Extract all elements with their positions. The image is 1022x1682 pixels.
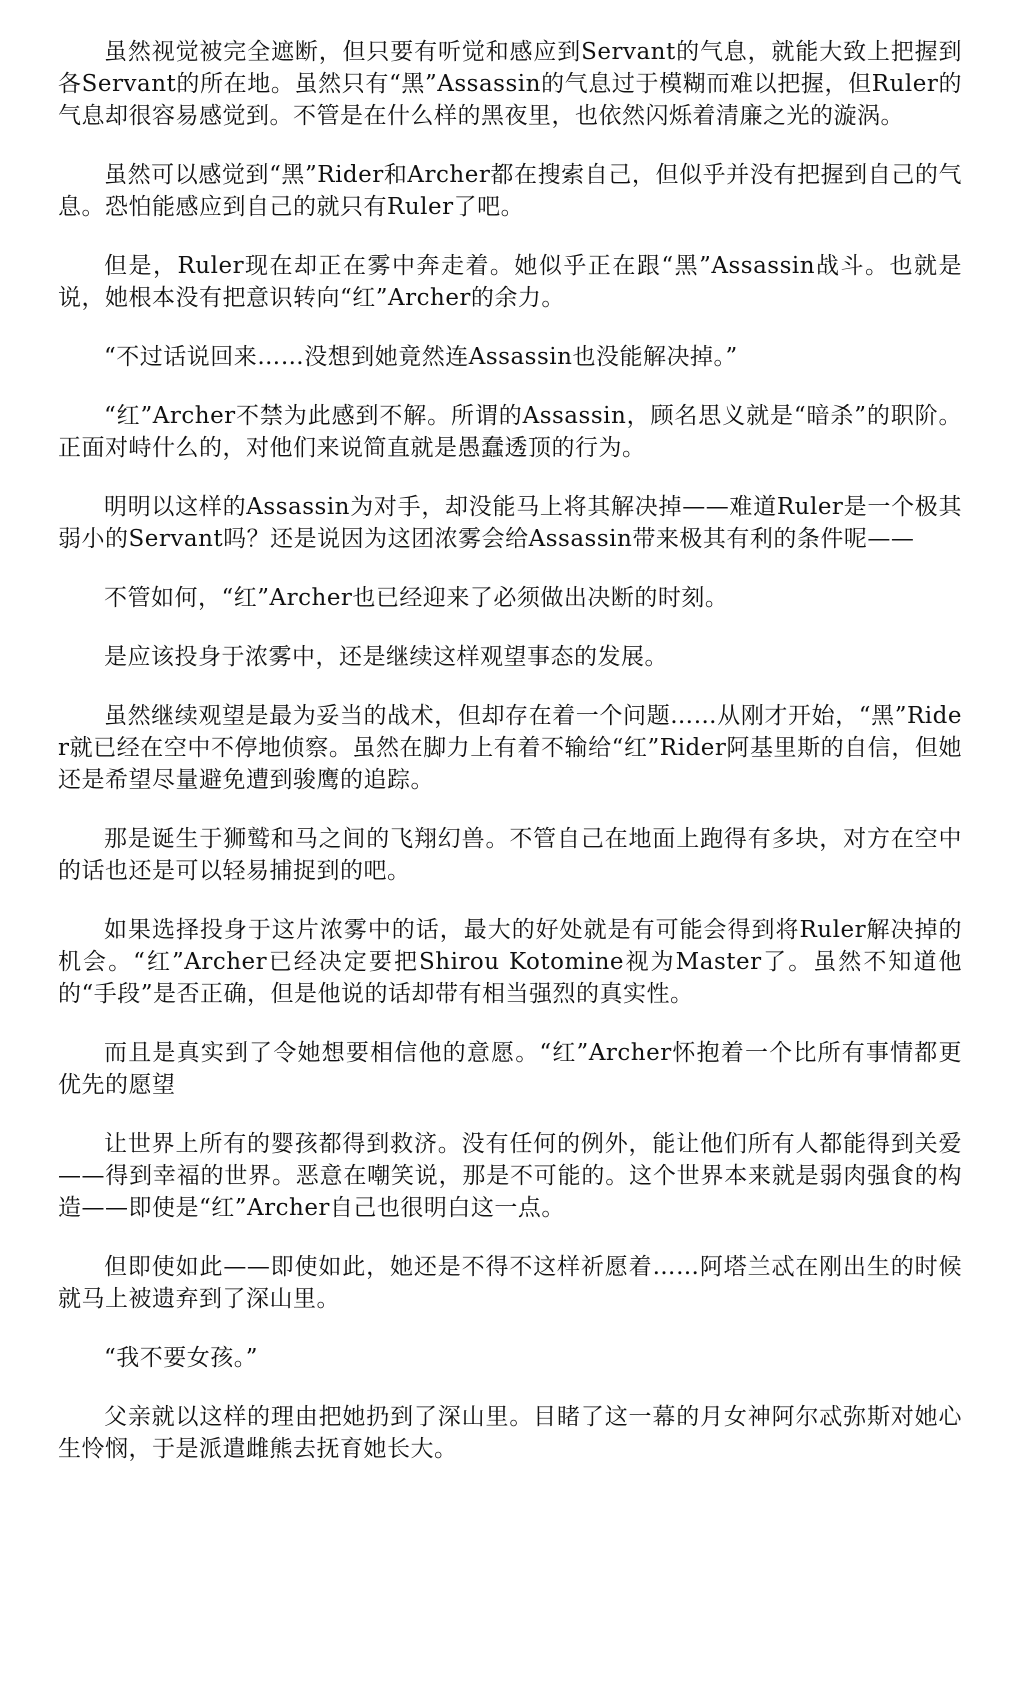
paragraph: 不管如何，“红”Archer也已经迎来了必须做出决断的时刻。 [104,585,729,611]
paragraph: 虽然可以感觉到“黑”Rider和Archer都在搜索自己，但似乎并没有把握到自己的气息。恐怕能感应到自己的就只有Ruler了吧。 [58,162,962,220]
paragraph: “红”Archer不禁为此感到不解。所谓的Assassin，顾名思义就是“暗杀”的职阶。正面对峙什么的，对他们来说简直就是愚蠢透顶的行为。 [58,403,962,461]
paragraph: 让世界上所有的婴孩都得到救济。没有任何的例外，能让他们所有人都能得到关爱——得到幸福的世界。恶意在嘲笑说，那是不可能的。这个世界本来就是弱肉强食的构造——即使是“红”Archer自己也很明白这一点。 [58,1131,962,1221]
document-page [58,36,962,1492]
paragraph: 如果选择投身于这片浓雾中的话，最大的好处就是有可能会得到将Ruler解决掉的机会。“红”Archer已经决定要把Shirou Kotomine视为Master了。虽然不知道他的“手段”是否正确，但是他说的话却带有相当强烈的真实性。 [58,917,962,1007]
paragraph: “我不要女孩。” [104,1345,259,1371]
paragraph: 虽然继续观望是最为妥当的战术，但却存在着一个问题……从刚才开始，“黑”Rider就已经在空中不停地侦察。虽然在脚力上有着不输给“红”Rider阿基里斯的自信，但她还是希望尽量避免遭到骏鹰的追踪。 [58,703,962,793]
paragraph: 那是诞生于狮鹫和马之间的飞翔幻兽。不管自己在地面上跑得有多块，对方在空中的话也还是可以轻易捕捉到的吧。 [58,826,962,884]
paragraph: 而且是真实到了令她想要相信他的意愿。“红”Archer怀抱着一个比所有事情都更优先的愿望 [58,1040,962,1098]
paragraph: 但是，Ruler现在却正在雾中奔走着。她似乎正在跟“黑”Assassin战斗。也就是说，她根本没有把意识转向“红”Archer的余力。 [58,253,962,311]
paragraph: 明明以这样的Assassin为对手，却没能马上将其解决掉——难道Ruler是一个极其弱小的Servant吗？还是说因为这团浓雾会给Assassin带来极其有利的条件呢—— [58,494,962,552]
paragraph: 虽然视觉被完全遮断，但只要有听觉和感应到Servant的气息，就能大致上把握到各Servant的所在地。虽然只有“黑”Assassin的气息过于模糊而难以把握，但Ruler的气息却很容易感觉到。不管是在什么样的黑夜里，也依然闪烁着清廉之光的漩涡。 [58,39,962,129]
paragraph: 父亲就以这样的理由把她扔到了深山里。目睹了这一幕的月女神阿尔忒弥斯对她心生怜悯，于是派遣雌熊去抚育她长大。 [58,1404,962,1462]
paragraph: 但即使如此——即使如此，她还是不得不这样祈愿着……阿塔兰忒在刚出生的时候就马上被遗弃到了深山里。 [58,1254,962,1312]
paragraph: “不过话说回来……没想到她竟然连Assassin也没能解决掉。” [104,344,738,370]
paragraph: 是应该投身于浓雾中，还是继续这样观望事态的发展。 [104,644,668,670]
